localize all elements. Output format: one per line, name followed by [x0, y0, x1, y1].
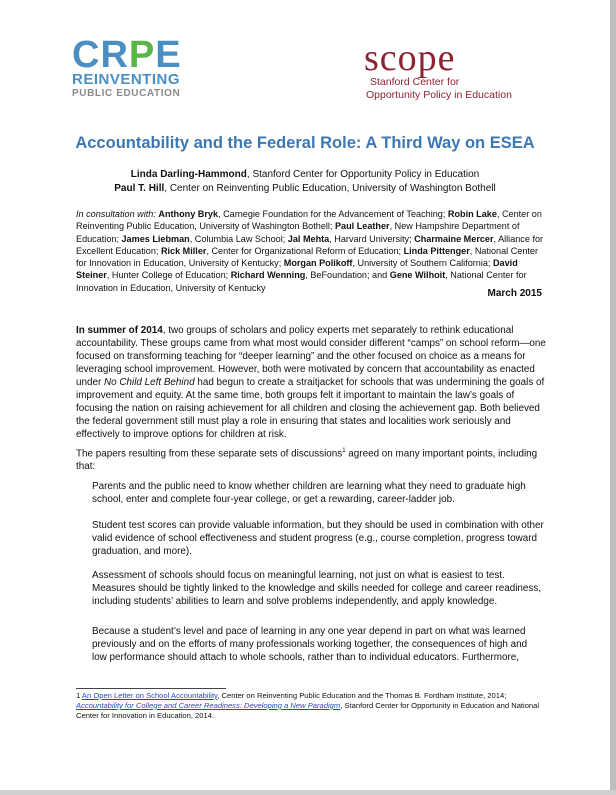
- crpe-tagline-1: REINVENTING: [72, 71, 181, 88]
- crpe-letter-e: E: [155, 34, 182, 76]
- footnote-link-ccr-paradigm[interactable]: Accountability for College and Career Readiness: Developing a New Paradigm: [76, 701, 341, 710]
- consultant-affiliation: , University of Southern California;: [352, 258, 493, 269]
- consultant-affiliation: , Alliance for Excellent Education;: [76, 233, 544, 256]
- consultant-affiliation: , Columbia Law School;: [189, 233, 288, 244]
- scope-tagline: [366, 76, 512, 101]
- paragraph-text: , two groups of scholars and policy experts met separately to rethink educational accountability. These groups came from what most would consider different “camps” on school reform—one focused on transforming teaching for “deeper learning” and the other focused on choice as a means for leveraging school improvement. However, both were motivated by concern that accountability as enacted under: [76, 325, 546, 388]
- consultant-affiliation: , National Center for Innovation in Education, University of Kentucky: [76, 270, 527, 293]
- paragraph-text: The papers resulting from these separate sets of discussions: [76, 448, 343, 460]
- consultant-affiliation: , BeFoundation; and: [305, 270, 390, 281]
- footnote-divider: [76, 688, 226, 689]
- scope-logo: [364, 37, 512, 101]
- footnote: [76, 691, 548, 721]
- window-edge-right: [610, 0, 616, 795]
- consultation-lead: In consultation with:: [76, 209, 156, 219]
- consultant-affiliation: , National Center for Innovation in Education, University of Kentucky;: [76, 245, 539, 269]
- consultant-name: Richard Wenning: [230, 270, 306, 281]
- consultant-affiliation: , Harvard University;: [329, 233, 415, 244]
- consultant-name: Morgan Polikoff: [283, 258, 353, 269]
- window-edge-bottom: [0, 790, 616, 795]
- footnote-ref[interactable]: 1: [342, 448, 346, 454]
- consultant-name: James Liebman: [121, 233, 190, 244]
- scope-wordmark: scope: [364, 37, 456, 79]
- consultant-name: Anthony Bryk: [158, 209, 219, 219]
- consultant-affiliation: , Hunter College of Education;: [106, 270, 231, 281]
- body-paragraph-2: [76, 445, 548, 473]
- consultant-name: Linda Pittenger: [403, 245, 470, 256]
- author-name: Paul T. Hill: [114, 183, 165, 194]
- consultant-affiliation: , Carnegie Foundation for the Advancement of Teaching;: [218, 209, 448, 219]
- author-affiliation: , Stanford Center for Opportunity Policy in Education: [246, 169, 480, 180]
- consultant-affiliation: , New Hampshire Department of Education;: [76, 221, 520, 244]
- consultant-name: Charmaine Mercer: [414, 233, 494, 244]
- lead-phrase: In summer of 2014: [76, 325, 163, 336]
- consultant-name: David Steiner: [76, 258, 518, 281]
- publication-date: March 2015: [487, 288, 542, 299]
- consultant-name: Jal Mehta: [287, 233, 330, 244]
- authors-block: [0, 168, 610, 196]
- crpe-logo: [72, 36, 182, 100]
- agreement-point: Because a student’s level and pace of learning in any one year depend in part on what was learned previously and on the efforts of many professionals working together, the consequences of high and low performance should attach to whole schools, rather than to individual educators. Furthermore,: [92, 626, 528, 663]
- paragraph-text: had begun to create a straitjacket for schools that was undermining the goals of improvement and equity. At the same time, both groups felt it important to maintain the law’s goals of focusing the nation on raising achievement for all children and closing the achievement gap. Both believed the federal government still must play a role in ensuring that states and localities work seriously and effectively to improve options for children at risk.: [76, 377, 545, 440]
- author-affiliation: , Center on Reinventing Public Education, University of Washington Bothell: [164, 183, 496, 194]
- paragraph-text: agreed on many important points, including that:: [76, 448, 538, 473]
- scope-tagline-1: Stanford Center for: [370, 76, 460, 88]
- consultant-affiliation: , Center on Reinventing Public Education, University of Washington Bothell;: [76, 209, 542, 232]
- footnote-number: 1: [76, 691, 82, 700]
- agreement-point: Parents and the public need to know whether children are learning what they need to graduate high school, enter and complete four-year college, or get a rewarding, career-ladder job.: [92, 481, 526, 505]
- consultation-people: [76, 209, 543, 293]
- author-line: [0, 182, 610, 196]
- crpe-letters-cr: CR: [72, 34, 129, 76]
- crpe-wordmark: [72, 36, 182, 74]
- consultant-name: Robin Lake: [447, 209, 497, 219]
- law-name: No Child Left Behind: [104, 377, 195, 388]
- consultant-name: Paul Leather: [334, 221, 390, 232]
- consultant-affiliation: , Center for Organizational Reform of Education;: [206, 245, 404, 256]
- author-name: Linda Darling-Hammond: [130, 169, 247, 180]
- footnote-text: , Center on Reinventing Public Education and the Thomas B. Fordham Institute, 2014;: [217, 691, 507, 700]
- consultant-name: Rick Miller: [160, 245, 207, 256]
- consultant-name: Gene Wilhoit: [389, 270, 446, 281]
- author-line: [0, 168, 610, 182]
- footnote-link-open-letter[interactable]: An Open Letter on School Accountability: [81, 691, 218, 700]
- crpe-tagline-2: PUBLIC EDUCATION: [72, 88, 181, 99]
- agreement-point: Assessment of schools should focus on meaningful learning, not just on what is easiest to test. Measures should be tightly linked to the knowledge and skills needed for college and career readiness, including students’ abilities to learn and solve problems independently, and apply knowledge.: [92, 570, 542, 607]
- scope-tagline-2: Opportunity Policy in Education: [366, 88, 512, 101]
- agreement-point: Student test scores can provide valuable information, but they should be used in combination with other valid evidence of school effectiveness and student progress (e.g., course completion, progress toward graduation, and more).: [92, 520, 544, 557]
- consultation-block: [76, 208, 548, 294]
- body-paragraph-1: [76, 324, 548, 441]
- document-title: Accountability and the Federal Role: A Third Way on ESEA: [75, 134, 535, 152]
- crpe-letter-p: P: [128, 34, 156, 76]
- footnote-text: , Stanford Center for Opportunity in Education and National Center for Innovation in Education, 2014.: [76, 701, 540, 720]
